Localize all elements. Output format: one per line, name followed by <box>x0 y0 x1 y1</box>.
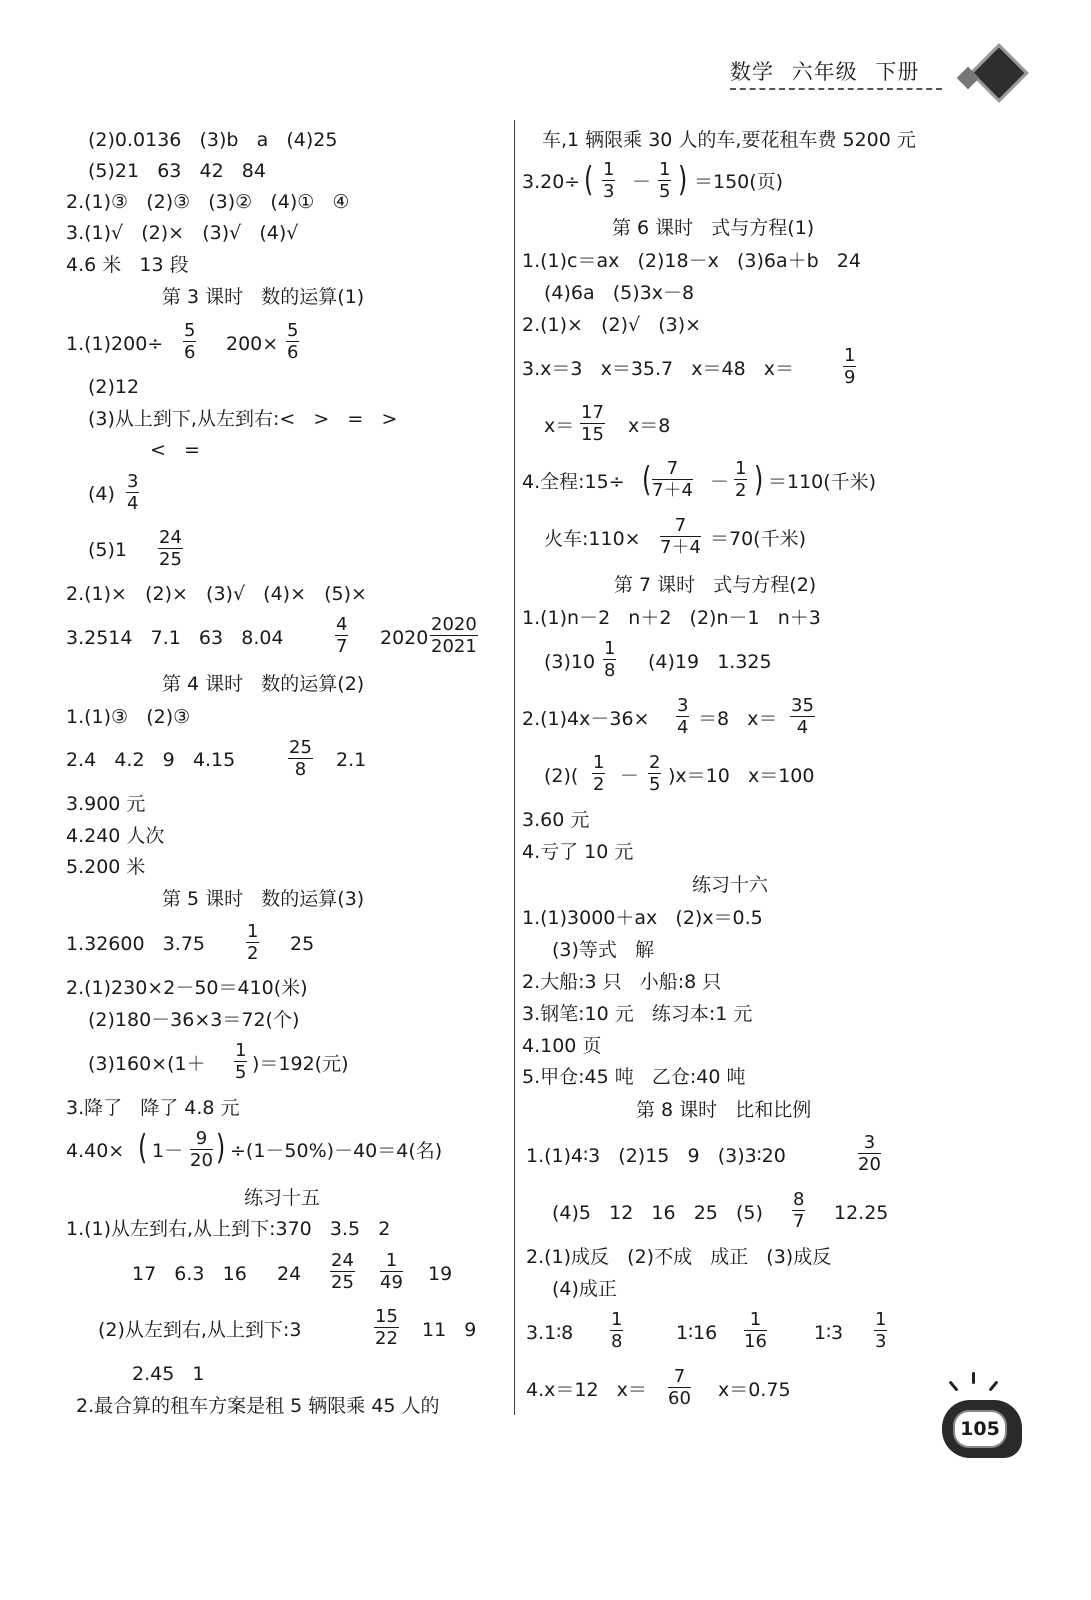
answer-line: 3.x＝3 x＝35.7 x＝48 x＝ <box>522 358 795 380</box>
answer-line: x＝8 <box>628 415 671 437</box>
answer-line: 4.40× <box>66 1140 125 1162</box>
denominator: 25 <box>159 549 182 570</box>
numerator: 3 <box>858 1132 881 1154</box>
numerator: 1 <box>380 1250 403 1272</box>
answer-line: 火车:110× <box>544 528 641 550</box>
numerator: 1 <box>844 345 856 366</box>
denominator: 4 <box>796 717 809 738</box>
running-header <box>730 56 945 86</box>
numerator: 1 <box>744 1309 767 1331</box>
denominator: 60 <box>668 1388 691 1409</box>
answer-line: ＝150(页) <box>694 171 784 193</box>
fraction <box>246 921 259 964</box>
denominator: 5 <box>659 181 671 202</box>
answer-line: 2.大船:3 只 小船:8 只 <box>522 971 722 993</box>
answer-line: 1.(1)n－2 n＋2 (2)n－1 n＋3 <box>522 607 821 629</box>
fraction <box>660 515 701 558</box>
fraction <box>592 752 605 795</box>
numerator: 7 <box>668 1366 691 1388</box>
denominator: 3 <box>603 181 615 202</box>
header-volume: 下册 <box>875 60 920 84</box>
answer-line: (5)21 63 42 84 <box>88 160 266 182</box>
answer-line: )＝192(元) <box>252 1053 349 1075</box>
denominator: 8 <box>294 759 307 780</box>
column-divider <box>514 120 515 1415</box>
answer-line: )x＝10 x＝100 <box>668 765 815 787</box>
fraction <box>380 1250 403 1293</box>
close-paren: ) <box>753 460 764 500</box>
answer-line: (3)从上到下,从左到右:< > = > <box>88 408 398 430</box>
answer-line: 3.1∶8 <box>526 1322 574 1344</box>
fraction <box>734 458 747 501</box>
answer-line: 5.甲仓:45 吨 乙仓:40 吨 <box>522 1066 746 1088</box>
answer-line: 17 6.3 16 24 <box>132 1263 302 1285</box>
numerator: 9 <box>190 1128 213 1150</box>
answer-line: 2.4 4.2 9 4.15 <box>66 749 236 771</box>
fraction <box>190 1128 213 1171</box>
fraction <box>744 1309 767 1352</box>
answer-line: ÷(1－50%)－40＝4(名) <box>230 1140 443 1162</box>
answer-line: 12.25 <box>834 1202 889 1224</box>
sparkle-ray <box>988 1380 998 1391</box>
fraction <box>603 638 616 681</box>
section-heading: 第 8 课时 比和比例 <box>636 1099 812 1121</box>
numerator: 3 <box>127 471 139 492</box>
denominator: 2 <box>735 480 747 501</box>
numerator: 1 <box>735 458 747 479</box>
answer-line: < = <box>150 439 200 461</box>
denominator: 7 <box>793 1211 805 1232</box>
answer-line: 4.x＝12 x＝ <box>526 1379 647 1401</box>
answer-line: 1.32600 3.75 <box>66 933 205 955</box>
numerator: 1 <box>603 159 615 180</box>
answer-line: 1.(1)3000＋ax (2)x＝0.5 <box>522 907 763 929</box>
numerator: 5 <box>184 320 196 341</box>
answer-line: 1.(1)③ (2)③ <box>66 706 191 728</box>
answer-line: 4.6 米 13 段 <box>66 254 189 276</box>
numerator: 24 <box>159 527 182 548</box>
section-heading: 第 6 课时 式与方程(1) <box>612 217 815 239</box>
open-paren: ( <box>641 460 652 500</box>
minus-sign: － <box>620 765 640 787</box>
fraction <box>792 1189 805 1232</box>
fraction <box>658 159 671 202</box>
fraction <box>602 159 615 202</box>
answer-line: 1.(1)200÷ <box>66 333 164 355</box>
sparkle-ray <box>948 1380 958 1391</box>
numerator: 7 <box>652 458 693 480</box>
denominator: 4 <box>677 717 689 738</box>
answer-line: 4.240 人次 <box>66 825 165 847</box>
answer-line: (4) <box>88 483 115 505</box>
denominator: 2021 <box>431 636 477 657</box>
answer-line: (4)成正 <box>552 1278 617 1300</box>
fraction <box>843 345 856 388</box>
answer-line: 19 <box>428 1263 453 1285</box>
denominator: 8 <box>604 660 616 681</box>
fraction <box>648 752 661 795</box>
answer-line: 2.(1)× (2)× (3)√ (4)× (5)× <box>66 583 367 605</box>
answer-line: 3.钢笔:10 元 练习本:1 元 <box>522 1003 753 1025</box>
numerator: 1 <box>235 1040 247 1061</box>
close-paren: ) <box>215 1128 226 1168</box>
fraction <box>676 695 689 738</box>
denominator: 5 <box>649 774 661 795</box>
answer-line: 1∶3 <box>814 1322 844 1344</box>
answer-line: 3.降了 降了 4.8 元 <box>66 1097 240 1119</box>
denominator: 8 <box>611 1331 623 1352</box>
denominator: 7 <box>336 636 348 657</box>
fraction <box>580 402 605 445</box>
fraction <box>858 1132 881 1175</box>
numerator: 1 <box>604 638 616 659</box>
numerator: 1 <box>247 921 259 942</box>
fraction <box>126 471 139 514</box>
minus-sign: － <box>710 471 730 493</box>
answer-line: 1－ <box>152 1140 184 1162</box>
header-grade: 六年级 <box>791 60 858 84</box>
denominator: 7＋4 <box>652 480 693 501</box>
denominator: 6 <box>287 342 299 363</box>
numerator: 1 <box>875 1309 887 1330</box>
answer-line: 3.(1)√ (2)× (3)√ (4)√ <box>66 222 299 244</box>
numerator: 5 <box>287 320 299 341</box>
numerator: 8 <box>793 1189 805 1210</box>
open-paren: ( <box>583 160 594 200</box>
answer-line: 4.亏了 10 元 <box>522 841 634 863</box>
answer-line: (2)12 <box>88 376 140 398</box>
answer-line: 3.900 元 <box>66 793 146 815</box>
answer-line: 2.最合算的租车方案是租 5 辆限乘 45 人的 <box>76 1395 440 1417</box>
answer-line: ＝70(千米) <box>710 528 807 550</box>
diamond-ornament-icon <box>969 43 1028 102</box>
numerator: 7 <box>660 515 701 537</box>
numerator: 15 <box>375 1306 398 1327</box>
numerator: 17 <box>581 402 604 423</box>
fraction <box>430 614 478 657</box>
denominator: 3 <box>875 1331 887 1352</box>
sparkle-ray <box>972 1372 975 1384</box>
denominator: 25 <box>331 1272 354 1293</box>
numerator: 35 <box>791 695 814 716</box>
denominator: 4 <box>127 493 139 514</box>
fraction <box>330 1250 355 1293</box>
answer-line: (2)180－36×3＝72(个) <box>88 1009 300 1031</box>
answer-line: 2.(1)230×2－50＝410(米) <box>66 977 308 999</box>
open-paren: ( <box>137 1128 148 1168</box>
minus-sign: － <box>632 171 652 193</box>
fraction <box>668 1366 691 1409</box>
denominator: 20 <box>858 1154 881 1175</box>
denominator: 16 <box>744 1331 767 1352</box>
numerator: 2020 <box>431 614 477 635</box>
answer-line: 3.60 元 <box>522 809 590 831</box>
answer-line: (4)5 12 16 25 (5) <box>552 1202 763 1224</box>
close-paren: ) <box>677 160 688 200</box>
denominator: 49 <box>380 1272 403 1293</box>
numerator: 1 <box>593 752 605 773</box>
answer-line: 4.全程:15÷ <box>522 471 625 493</box>
answer-line: 25 <box>290 933 315 955</box>
fraction <box>183 320 196 363</box>
answer-line: (3)160×(1＋ <box>88 1053 206 1075</box>
section-heading: 练习十六 <box>692 874 769 896</box>
answer-line: 2.(1)③ (2)③ (3)② (4)① ④ <box>66 191 350 213</box>
section-heading: 第 4 课时 数的运算(2) <box>162 673 365 695</box>
answer-line: 5.200 米 <box>66 856 146 878</box>
section-heading: 第 5 课时 数的运算(3) <box>162 888 365 910</box>
denominator: 9 <box>844 367 856 388</box>
answer-line: 1.(1)4∶3 (2)15 9 (3)3∶20 <box>526 1145 786 1167</box>
answer-line: (3)10 <box>544 651 596 673</box>
answer-line: 车,1 辆限乘 30 人的车,要花租车费 5200 元 <box>542 129 916 151</box>
fraction <box>790 695 815 738</box>
fraction <box>335 614 348 657</box>
denominator: 22 <box>375 1328 398 1349</box>
answer-line: 2020 <box>380 627 429 649</box>
answer-line: 1∶16 <box>676 1322 718 1344</box>
answer-line: (5)1 <box>88 539 128 561</box>
answer-line: 3.2514 7.1 63 8.04 <box>66 627 284 649</box>
answer-line: 200× <box>226 333 279 355</box>
header-dashed-rule <box>730 88 942 90</box>
numerator: 1 <box>611 1309 623 1330</box>
answer-line: (2)( <box>544 765 579 787</box>
answer-line: (2)从左到右,从上到下:3 <box>98 1319 302 1341</box>
answer-line: 2.(1)4x－36× <box>522 708 650 730</box>
fraction <box>874 1309 887 1352</box>
numerator: 25 <box>289 737 312 758</box>
answer-line: (2)0.0136 (3)b a (4)25 <box>88 129 338 151</box>
section-heading: 第 7 课时 式与方程(2) <box>614 574 817 596</box>
numerator: 4 <box>336 614 348 635</box>
answer-line: ＝8 x＝ <box>698 708 778 730</box>
section-heading: 第 3 课时 数的运算(1) <box>162 286 365 308</box>
numerator: 2 <box>649 752 661 773</box>
answer-line: (4)19 1.325 <box>648 651 772 673</box>
answer-line: 2.(1)× (2)√ (3)× <box>522 314 702 336</box>
numerator: 3 <box>677 695 689 716</box>
fraction <box>158 527 183 570</box>
answer-line: 4.100 页 <box>522 1035 602 1057</box>
denominator: 2 <box>593 774 605 795</box>
denominator: 20 <box>190 1150 213 1171</box>
denominator: 7＋4 <box>660 537 701 558</box>
answer-line: x＝ <box>544 415 575 437</box>
fraction <box>234 1040 247 1083</box>
numerator: 24 <box>331 1250 354 1271</box>
denominator: 5 <box>235 1062 247 1083</box>
header-subject: 数学 <box>730 60 774 84</box>
answer-line: (4)6a (5)3x－8 <box>544 282 695 304</box>
answer-line: 2.1 <box>336 749 367 771</box>
numerator: 1 <box>659 159 671 180</box>
denominator: 2 <box>247 943 259 964</box>
answer-line: 11 9 <box>422 1319 477 1341</box>
fraction <box>288 737 313 780</box>
fraction <box>610 1309 623 1352</box>
denominator: 6 <box>184 342 196 363</box>
answer-line: x＝0.75 <box>718 1379 791 1401</box>
answer-line: 1.(1)c＝ax (2)18－x (3)6a＋b 24 <box>522 250 861 272</box>
answer-line: ＝110(千米) <box>768 471 877 493</box>
answer-line: 2.45 1 <box>132 1363 205 1385</box>
answer-line: 3.20÷ <box>522 171 581 193</box>
page-number: 105 <box>953 1410 1007 1448</box>
denominator: 15 <box>581 424 604 445</box>
fraction <box>652 458 693 501</box>
fraction <box>286 320 299 363</box>
answer-line: (3)等式 解 <box>552 939 655 961</box>
answer-line: 1.(1)从左到右,从上到下:370 3.5 2 <box>66 1218 391 1240</box>
answer-line: 2.(1)成反 (2)不成 成正 (3)成反 <box>526 1246 832 1268</box>
fraction <box>374 1306 399 1349</box>
section-heading: 练习十五 <box>244 1187 321 1209</box>
